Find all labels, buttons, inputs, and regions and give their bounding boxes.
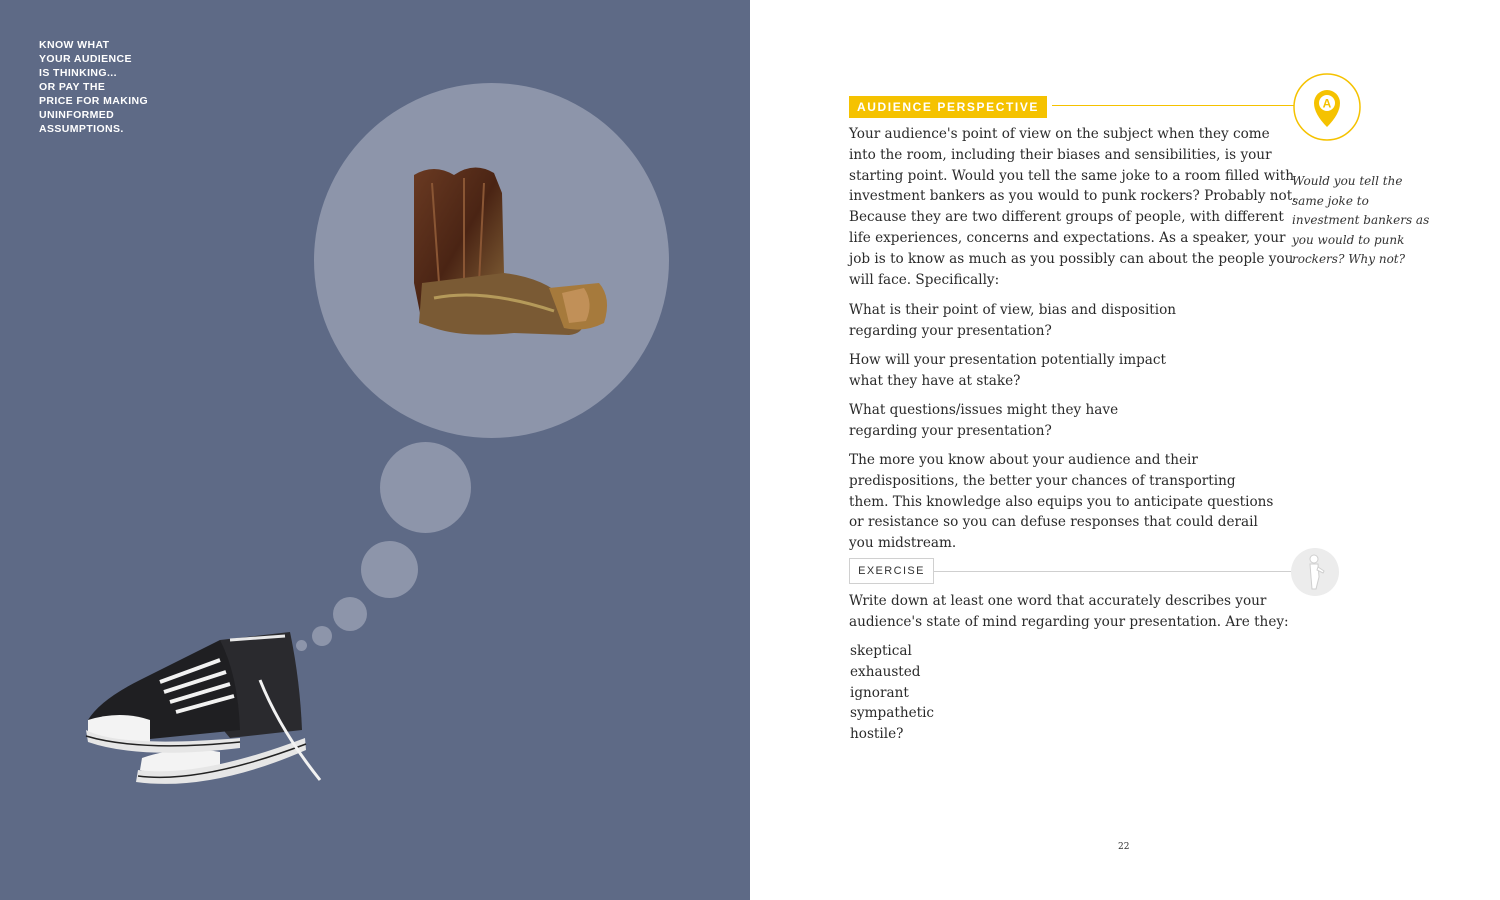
- thought-bubble-dot: [361, 541, 418, 598]
- sidenote-line: Would you tell the: [1292, 174, 1403, 188]
- tagline-line: YOUR AUDIENCE: [39, 53, 132, 65]
- page-number: 22: [1118, 842, 1130, 852]
- closing-paragraph: [849, 450, 1273, 554]
- sneakers-photo: [80, 620, 340, 790]
- sidenote-line: you would to punk: [1292, 232, 1405, 247]
- option-item: hostile?: [850, 726, 904, 743]
- question-1: [849, 300, 1176, 342]
- thought-bubble-dot: [380, 442, 471, 533]
- thought-bubble: [314, 83, 669, 438]
- question-line: What questions/issues might they have: [849, 402, 1119, 418]
- option-item: skeptical: [850, 643, 912, 659]
- paragraph-line: them. This knowledge also equips you to anticipate questions: [849, 493, 1274, 510]
- paragraph-line: predispositions, the better your chances of transporting: [849, 472, 1236, 489]
- paragraph-line: life experiences, concerns and expectations. As a speaker, your: [849, 229, 1286, 246]
- paragraph-line: Your audience's point of view on the subject when they come: [849, 126, 1270, 142]
- person-figure-icon: [1290, 547, 1340, 597]
- exercise-options: [850, 641, 934, 745]
- prompt-line: Write down at least one word that accurately describes your: [849, 593, 1267, 609]
- question-line: What is their point of view, bias and disposition: [849, 302, 1177, 318]
- sidenote-line: investment bankers as: [1292, 213, 1430, 227]
- tagline-line: UNINFORMED: [39, 109, 115, 121]
- sidenote-line: same joke to: [1292, 193, 1369, 208]
- question-line: what they have at stake?: [849, 372, 1021, 389]
- heading-rule: [1052, 105, 1294, 106]
- paragraph-line: Because they are two different groups of people, with different: [849, 209, 1284, 226]
- question-line: How will your presentation potentially impact: [849, 352, 1166, 368]
- tagline-line: KNOW WHAT: [39, 39, 110, 51]
- exercise-prompt: [849, 591, 1289, 633]
- paragraph-line: job is to know as much as you possibly can about the people you: [849, 250, 1294, 267]
- paragraph-line: or resistance so you can defuse responses that could derail: [849, 514, 1258, 531]
- paragraph-line: investment bankers as you would to punk rockers? Probably not.: [849, 188, 1297, 205]
- section-heading: AUDIENCE PERSPECTIVE: [849, 96, 1047, 118]
- tagline-line: PRICE FOR MAKING: [39, 95, 149, 107]
- exercise-label: EXERCISE: [849, 558, 934, 584]
- paragraph-line: will face. Specifically:: [849, 271, 1000, 288]
- option-item: sympathetic: [850, 705, 935, 722]
- tagline: [39, 38, 179, 136]
- paragraph-line: The more you know about your audience and their: [849, 452, 1198, 468]
- prompt-line: audience's state of mind regarding your presentation. Are they:: [849, 613, 1289, 630]
- paragraph-line: into the room, including their biases and sensibilities, is your: [849, 146, 1272, 163]
- exercise-rule: [934, 571, 1292, 572]
- cowboy-boot-photo: [314, 83, 669, 438]
- paragraph-line: you midstream.: [849, 535, 957, 552]
- question-line: regarding your presentation?: [849, 422, 1052, 439]
- paragraph-line: starting point. Would you tell the same joke to a room filled with: [849, 167, 1294, 184]
- question-line: regarding your presentation?: [849, 322, 1052, 339]
- option-item: exhausted: [850, 663, 921, 680]
- question-3: [849, 400, 1118, 442]
- badge-letter: A: [1322, 96, 1332, 111]
- option-item: ignorant: [850, 684, 909, 701]
- location-pin-icon: [1292, 72, 1362, 142]
- question-2: [849, 350, 1166, 392]
- tagline-line: OR PAY THE: [39, 81, 106, 93]
- tagline-line: ASSUMPTIONS.: [39, 123, 124, 135]
- tagline-line: IS THINKING...: [39, 67, 117, 79]
- intro-paragraph: [849, 124, 1297, 290]
- sidenote-line: rockers? Why not?: [1292, 252, 1406, 266]
- sidenote: [1292, 172, 1432, 270]
